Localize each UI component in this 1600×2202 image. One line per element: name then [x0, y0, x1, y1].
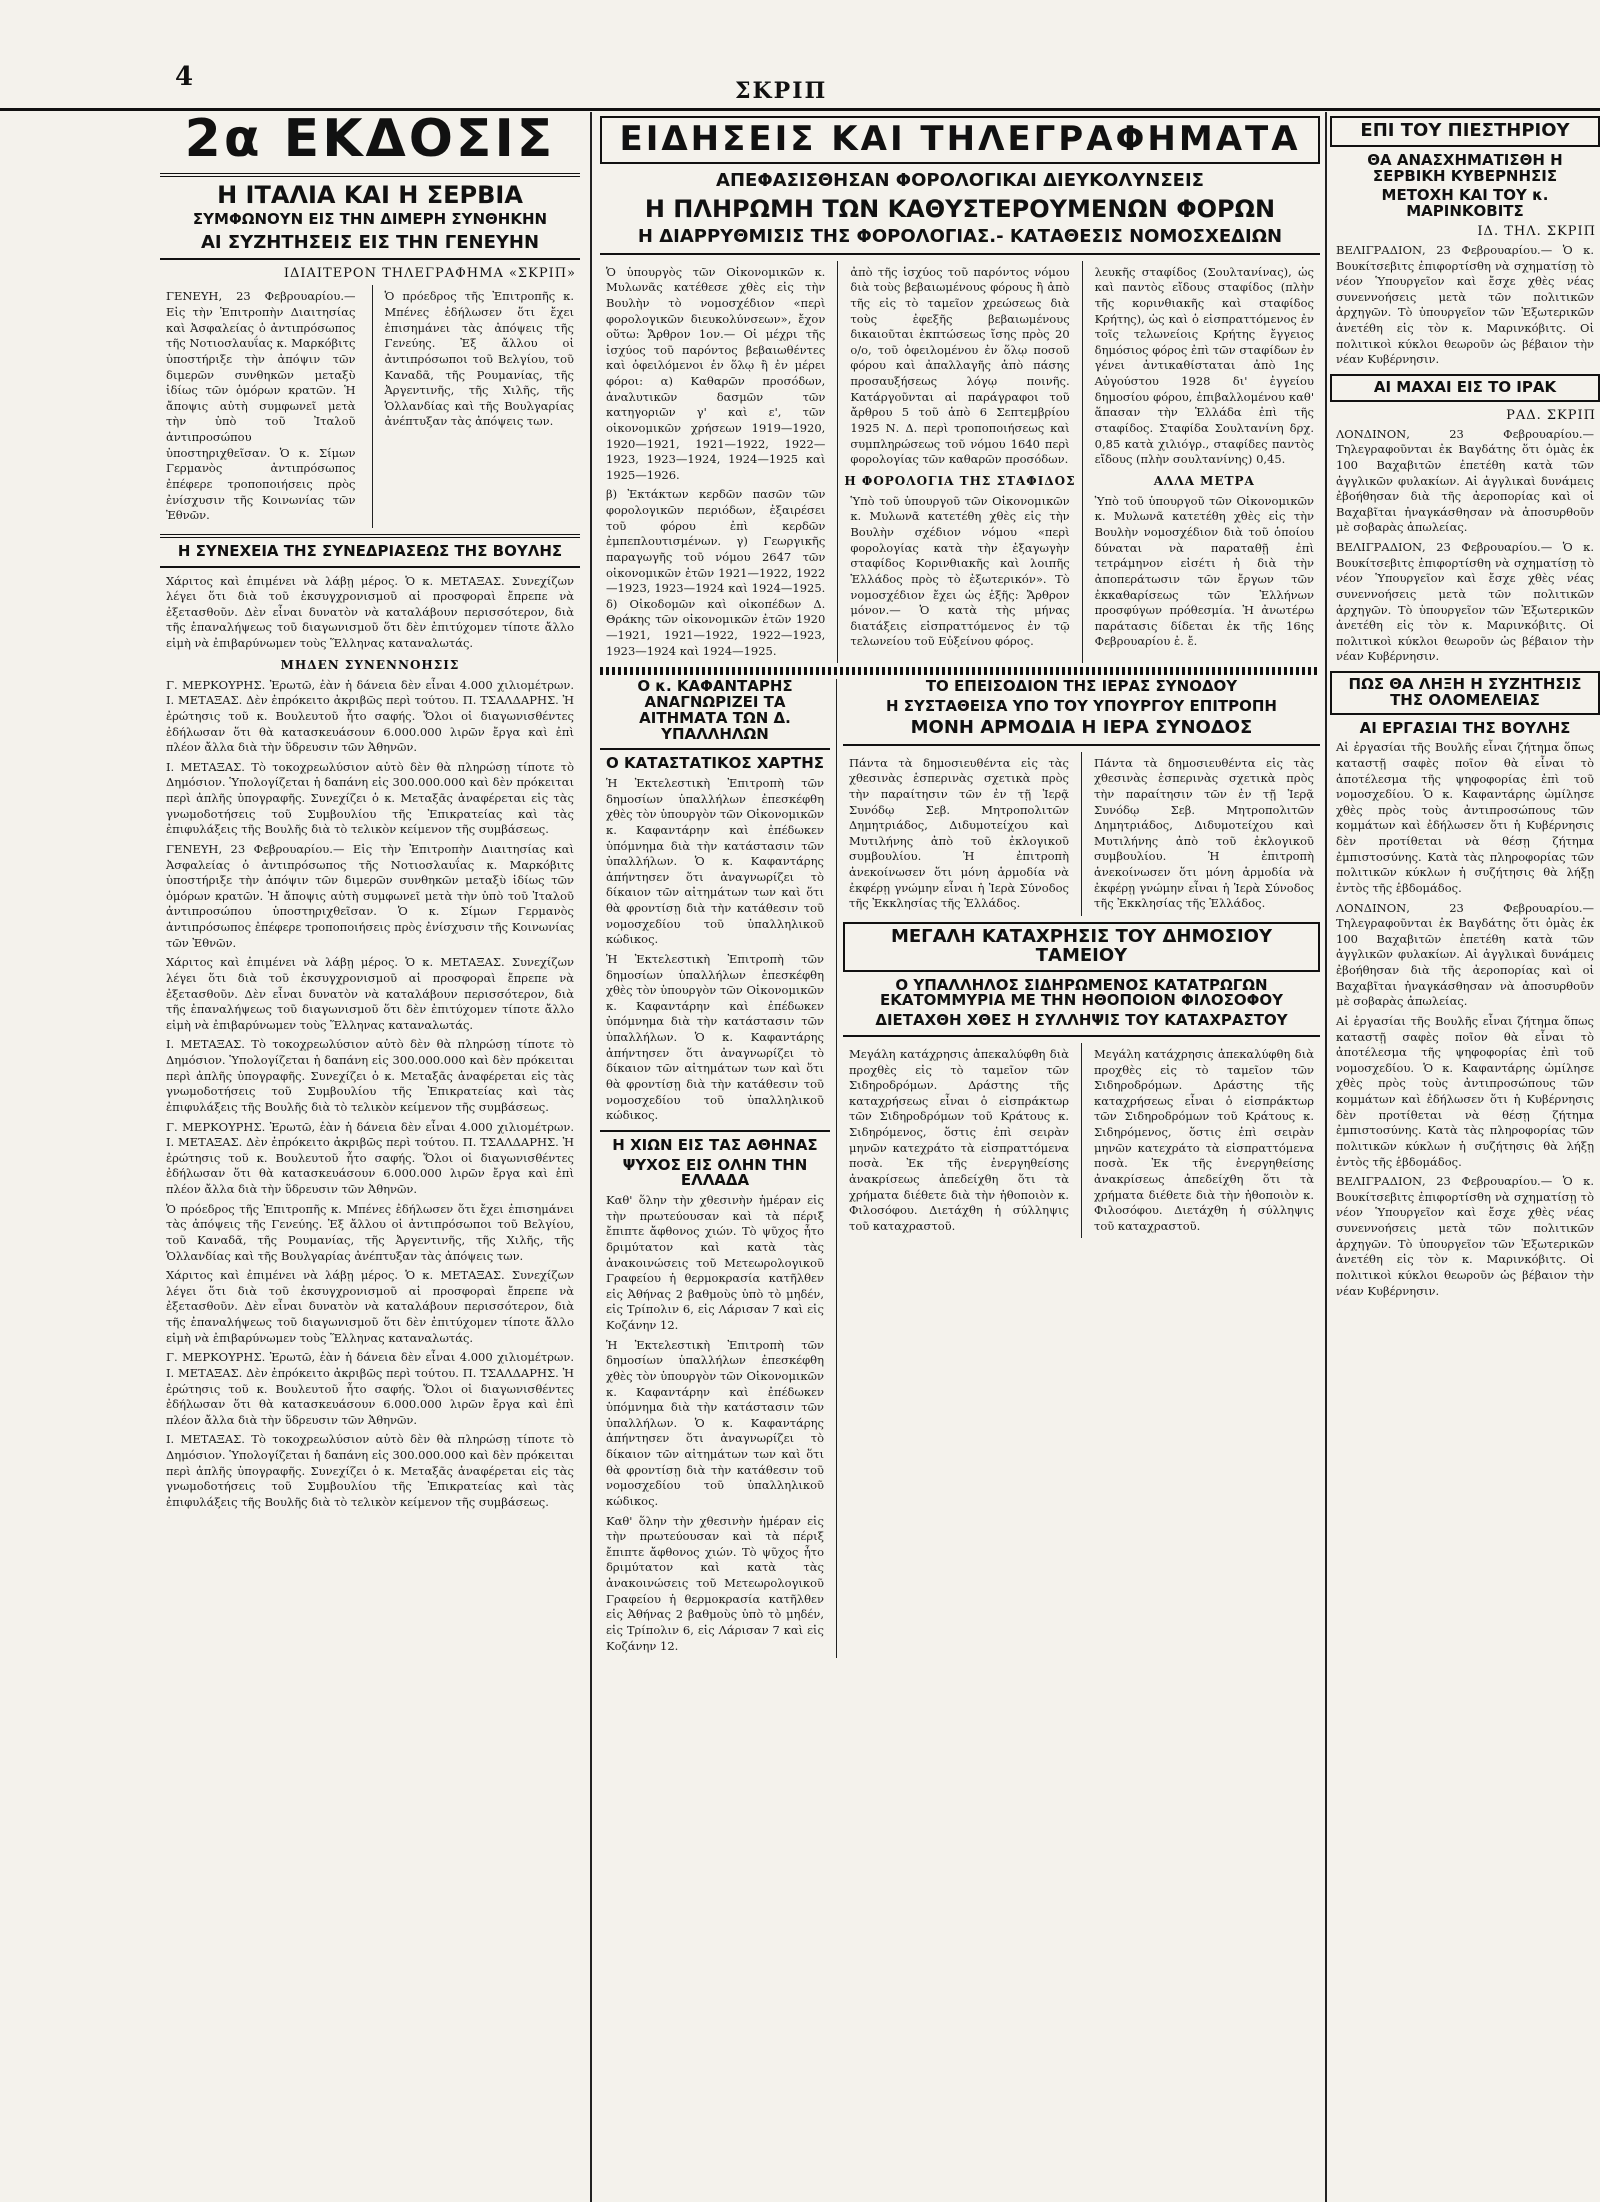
dateline: ΙΔΙΑΙΤΕΡΟΝ ΤΗΛΕΓΡΑΦΗΜΑ «ΣΚΡΙΠ» [283, 266, 576, 282]
article-text: Μεγάλη κατάχρησις ἀπεκαλύφθη διὰ προχθὲς εἰς τὸ ταμεῖον τῶν Σιδηροδρόμων. Δράστης τῆς καταχρήσεως εἶναι ὁ εἰσπράκτωρ τῶν Σιδηροδρόμων τοῦ Κράτους κ. Σιδηρόμενος, ὅστις ἐπὶ σειρὰν μηνῶν κατεχράτο τὰ εἰσπραττόμενα ποσὰ. Ἐκ τῆς ἐνεργηθείσης ἀνακρίσεως ἀπεδείχθη ὅτι τὰ χρήματα διέθετε διὰ τὴν ἠθοποιὸν κ. Φιλοσόφου. Διετάχθη ἡ σύλληψις τοῦ καταχραστοῦ. [849, 1046, 1069, 1233]
headline-snow: Η ΧΙΩΝ ΕΙΣ ΤΑΣ ΑΘΗΝΑΣ [612, 1135, 818, 1154]
subheadline-cold: ΨΥΧΟΣ ΕΙΣ ΟΛΗΝ ΤΗΝ ΕΛΛΑΔΑ [622, 1155, 808, 1190]
news-banner: ΕΙΔΗΣΕΙΣ ΚΑΙ ΤΗΛΕΓΡΑΦΗΜΑΤΑ [619, 119, 1301, 159]
article-text: ΓΕΝΕΥΗ, 23 Φεβρουαρίου.— Εἰς τὴν Ἐπιτροπὴν Διαιτησίας καὶ Ἀσφαλείας ὁ ἀντιπρόσωπος τῆς Νοτιοσλαυΐας κ. Μαρκόβιτς ὑποστήριξε τὴν ἀπόψιν τῶν διμερῶν συνθηκῶν μεταξὺ ἰδίως τῶν ὁμόρων κρατῶν. Ἡ ἄποψις αὐτὴ συμφωνεῖ μετὰ τὴν ὑπὸ τοῦ Ἰταλοῦ ἀντιπροσώπου ὑποστηριχθεῖσαν. Ὁ κ. Σίμων Γερμανὸς ἀντιπρόσωπος ἐπέφερε τροποποιήσεις πρὸς ἐνίσχυσιν τῆς Κοινωνίας τῶν Ἐθνῶν. [166, 841, 574, 950]
article-text: Ὑπὸ τοῦ ὑπουργοῦ τῶν Οἰκονομικῶν κ. Μυλωνᾶ κατετέθη χθὲς εἰς τὴν Βουλὴν σχέδιον νόμου «περὶ φορολογίας κατὰ τὴν ἐξαγωγὴν σταφίδος Κορινθιακῆς καὶ λοιπῆς Ἑλλάδος πρὸς τὸ ἐξωτερικόν». Τὸ νομοσχέδιον ἔχει ὡς ἑξῆς: Ἄρθρον μόνον.— Ὁ κατὰ τὴς μήνας διατάξεις εἰσπραττόμενος ἐν τῷ τελωνείου τοῦ Εὐξείνου φόρος. [850, 493, 1070, 649]
article-text: Γ. ΜΕΡΚΟΥΡΗΣ. Ἐρωτῶ, ἐὰν ἡ δάνεια δὲν εἶναι 4.000 χιλιομέτρων. Ι. ΜΕΤΑΞΑΣ. Δὲν ἐπρόκειτο ἀκριβῶς περὶ τούτου. Π. ΤΣΑΛΔΑΡΗΣ. Ἡ ἐρώτησις τοῦ κ. Βουλευτοῦ ἦτο σαφής. Ὅλοι οἱ διαγωνισθέντες ἐδήλωσαν ὅτι θὰ κατασκευάσουν 6.000.000 λιρῶν ἔργα καὶ ἐπὶ πλέον ἄλλα διὰ τὴν ὕδρευσιν τῶν Ἀθηνῶν. [166, 1119, 574, 1197]
article-text: Αἱ ἐργασίαι τῆς Βουλῆς εἶναι ζήτημα ὅπως καταστῇ σαφὲς ποῖον θὰ εἶναι τὸ ἀποτέλεσμα τῆς ψηφοφορίας ἐπὶ τοῦ νομοσχεδίου. Ὁ κ. Καφαντάρης ὡμίλησε χθὲς πρὸς τοὺς ἀντιπροσώπους τῶν κομμάτων καὶ ἐδήλωσεν ὅτι ἡ Κυβέρνησις δὲν προτίθεται νὰ θέσῃ ζήτημα ἐμπιστοσύνης. Κατὰ τὰς πληροφορίας τῶν πολιτικῶν κύκλων ἡ συζήτησις θὰ λήξῃ ἐντὸς τῆς ἑβδομάδος. [1336, 740, 1594, 895]
article-text: Ὁ πρόεδρος τῆς Ἐπιτροπῆς κ. Μπένες ἐδήλωσεν ὅτι ἔχει ἐπισημάνει τὰς ἀπόψεις τῆς Γενεύης. Ἐξ ἄλλου οἱ ἀντιπρόσωποι τοῦ Βελγίου, τοῦ Καναδᾶ, τῆς Ρουμανίας, τῆς Ἀργεντινῆς, τῆς Χιλῆς, τῆς Ὁλλανδίας καὶ τῆς Βουλγαρίας ἀνέπτυξαν τὰς ἀπόψεις των. [166, 1201, 574, 1263]
rule [843, 1035, 1320, 1037]
article-text: Πάντα τὰ δημοσιευθέντα εἰς τὰς χθεσινὰς ἑσπερινὰς σχετικὰ πρὸς τὴν παραίτησιν τῶν ἐν τῇ Ἱερᾷ Συνόδῳ Σεβ. Μητροπολιτῶν Δημητριάδος, Διδυμοτείχου καὶ Μυτιλήνης ἀπὸ τοῦ ἐκλογικοῦ συμβουλίου. Ἡ ἐπιτροπὴ ἀνεκοίνωσεν ὅτι μόνη ἁρμοδία νὰ ἐκφέρῃ γνώμην εἶναι ἡ Ἱερὰ Σύνοδος τῆς Ἐκκλησίας τῆς Ἑλλάδος. [849, 755, 1069, 911]
edition-title: 2α ΕΚΔΟΣΙΣ [184, 112, 556, 169]
article-text: ΛΟΝΔΙΝΟΝ, 23 Φεβρουαρίου.— Τηλεγραφοῦνται ἐκ Βαγδάτης ὅτι ὁμὰς ἐκ 100 Βαχαβιτῶν ἐπετέθη κατὰ τῶν ἀγγλικῶν φυλακίων. Αἱ ἀγγλικαὶ δυνάμεις ἐβοήθησαν διὰ τῆς ἀεροπορίας καὶ οἱ Βαχαβῖται ἠναγκάσθησαν νὰ ἀποσυρθοῦν μὲ σοβαρὰς ἀπωλείας. [1336, 426, 1594, 535]
article-text: Ἡ Ἐκτελεστικὴ Ἐπιτροπὴ τῶν δημοσίων ὑπαλλήλων ἐπεσκέφθη χθὲς τὸν ὑπουργὸν τῶν Οἰκονομικῶν κ. Καφαντάρην καὶ ἐπέδωκεν ὑπόμνημα διὰ τὴν κατάστασιν τῶν ὑπαλλήλων. Ὁ κ. Καφαντάρης ἀπήντησεν ὅτι ἀναγνωρίζει τὸ δίκαιον τῶν αἰτημάτων των καὶ ὅτι θὰ φροντίσῃ διὰ τὴν κατάθεσιν τοῦ νομοσχεδίου τοῦ ὑπαλληλικοῦ κώδικος. [606, 951, 824, 1123]
banner-box [600, 116, 1320, 164]
article-text: Ὁ πρόεδρος τῆς Ἐπιτροπῆς κ. Μπένες ἐδήλωσεν ὅτι ἔχει ἐπισημάνει τὰς ἀπόψεις τῆς Γενεύης. Ἐξ ἄλλου οἱ ἀντιπρόσωποι τοῦ Βελγίου, τοῦ Καναδᾶ, τῆς Ρουμανίας, τῆς Ἀργεντινῆς, τῆς Χιλῆς, τῆς Ὁλλανδίας καὶ τῆς Βουλγαρίας ἀνέπτυξαν τὰς ἀπόψεις των. [384, 289, 574, 429]
headline-debate: ΠΩΣ ΘΑ ΛΗΞΗ Η ΣΥΖΗΤΗΣΙΣ ΤΗΣ ΟΛΟΜΕΛΕΙΑΣ [1348, 675, 1582, 709]
page-number: 4 [175, 62, 194, 92]
article-text: Καθ' ὅλην τὴν χθεσινὴν ἡμέραν εἰς τὴν πρωτεύουσαν καὶ τὰ πέριξ ἔπιπτε ἄφθονος χιών. Τὸ ψῦχος ἦτο δριμύτατον καὶ κατὰ τὰς ἀνακοινώσεις τοῦ Μετεωρολογικοῦ Γραφείου ἡ θερμοκρασία κατῆλθεν εἰς Ἀθήνας 2 βαθμοὺς ὑπὸ τὸ μηδέν, εἰς Τρίπολιν 6, εἰς Λάρισαν 7 καὶ εἰς Κοζάνην 12. [606, 1513, 824, 1653]
rule [160, 566, 580, 568]
article-text: ΛΟΝΔΙΝΟΝ, 23 Φεβρουαρίου.— Τηλεγραφοῦνται ἐκ Βαγδάτης ὅτι ὁμὰς ἐκ 100 Βαχαβιτῶν ἐπετέθη κατὰ τῶν ἀγγλικῶν φυλακίων. Αἱ ἀγγλικαὶ δυνάμεις ἐβοήθησαν διὰ τῆς ἀεροπορίας καὶ οἱ Βαχαβῖται ἠναγκάσθησαν νὰ ἀποσυρθοῦν μὲ σοβαρὰς ἀπωλείας. [1336, 900, 1594, 1009]
rule [600, 748, 830, 750]
ornament-rule [600, 667, 1320, 675]
article-text: β) Ἐκτάκτων κερδῶν πασῶν τῶν φορολογικῶν περιόδων, ἐξαιρέσει τοῦ φόρου ἐπὶ κερδῶν ἐμπεπλουτισμένων. γ) Γεωργικῆς παραγωγῆς τοῦ νόμου 2647 τῶν οἰκονομικῶν ἐτῶν 1921—1922, 1922—1923, 1923—1924 καὶ 1924—1925. δ) Οἰκοδομῶν καὶ οἰκοπέδων Δ. Θράκης τῶν οἰκονομικῶν ἐτῶν 1920—1921, 1921—1922, 1922—1923, 1923—1924 καὶ 1924—1925. [606, 487, 826, 658]
top-rule [0, 108, 1600, 111]
article-text: Γ. ΜΕΡΚΟΥΡΗΣ. Ἐρωτῶ, ἐὰν ἡ δάνεια δὲν εἶναι 4.000 χιλιομέτρων. Ι. ΜΕΤΑΞΑΣ. Δὲν ἐπρόκειτο ἀκριβῶς περὶ τούτου. Π. ΤΣΑΛΔΑΡΗΣ. Ἡ ἐρώτησις τοῦ κ. Βουλευτοῦ ἦτο σαφής. Ὅλοι οἱ διαγωνισθέντες ἐδήλωσαν ὅτι θὰ κατασκευάσουν 6.000.000 λιρῶν ἔργα καὶ ἐπὶ πλέον ἄλλα διὰ τὴν ὕδρευσιν τῶν Ἀθηνῶν. [166, 677, 574, 755]
article-text: Μεγάλη κατάχρησις ἀπεκαλύφθη διὰ προχθὲς εἰς τὸ ταμεῖον τῶν Σιδηροδρόμων. Δράστης τῆς καταχρήσεως εἶναι ὁ εἰσπράκτωρ τῶν Σιδηροδρόμων τοῦ Κράτους κ. Σιδηρόμενος, ὅστις ἐπὶ σειρὰν μηνῶν κατεχράτο τὰ εἰσπραττόμενα ποσὰ. Ἐκ τῆς ἐνεργηθείσης ἀνακρίσεως ἀπεδείχθη ὅτι τὰ χρήματα διέθετε διὰ τὴν ἠθοποιὸν κ. Φιλοσόφου. Διετάχθη ἡ σύλληψις τοῦ καταχραστοῦ. [1094, 1046, 1314, 1233]
subheadline-arrest: ΔΙΕΤΑΧΘΗ ΧΘΕΣ Η ΣΥΛΛΗΨΙΣ ΤΟΥ ΚΑΤΑΧΡΑΣΤΟΥ [875, 1011, 1288, 1030]
left-column [160, 112, 580, 1515]
article-text: ἀπὸ τῆς ἰσχύος τοῦ παρόντος νόμου διὰ τοὺς βεβαιωμένους φόρους ἢ ἀπὸ τῆς εἰς τὸ ταμεῖον χρεώσεως διὰ τοὺς ἐφεξῆς βεβαιωμένους δικαιοῦται ἐκπτώσεως ἴσης πρὸς 20 ο/ο, τοῦ ὀφειλομένου ἐν ὅλῳ ποσοῦ φόρου καὶ ἀπαλλαγῆς ἀπὸ πάσης προσαυξήσεως λόγῳ ποινῆς. Κατάργοῦνται αἱ παράγραφοι τοῦ ἄρθρου 5 τοῦ ἀπὸ 6 Σεπτεμβρίου 1925 Ν. Δ. περὶ τροποποιήσεως καὶ συμπληρώσεως τοῦ νόμου 1640 περὶ φορολογίας τῶν καθαρῶν προσόδων. [850, 264, 1070, 467]
subheadline-parliament: ΑΙ ΕΡΓΑΣΙΑΙ ΤΗΣ ΒΟΥΛΗΣ [1359, 718, 1571, 737]
headline-press: ΕΠΙ ΤΟΥ ΠΙΕΣΤΗΡΙΟΥ [1360, 120, 1570, 141]
dateline: ΡΑΔ. ΣΚΡΙΠ [1506, 407, 1596, 423]
headline-kafantaris: Ο κ. ΚΑΦΑΝΤΑΡΗΣ ΑΝΑΓΝΩΡΙΖΕΙ ΤΑ ΑΙΤΗΜΑΤΑ ΤΩΝ Δ. ΥΠΑΛΛΗΛΩΝ [637, 677, 793, 743]
subhead: ΑΛΛΑ ΜΕΤΡΑ [1153, 473, 1255, 488]
headline-serbian-gov: ΘΑ ΑΝΑΣΧΗΜΑΤΙΣΘΗ Η ΣΕΡΒΙΚΗ ΚΥΒΕΡΝΗΣΙΣ [1367, 150, 1563, 185]
article-text: Ι. ΜΕΤΑΞΑΣ. Τὸ τοκοχρεωλύσιον αὐτὸ δὲν θὰ πληρώσῃ τίποτε τὸ Δημόσιον. Ὑπολογίζεται ἡ δαπάνη εἰς 300.000.000 καὶ δὲν πρόκειται περὶ ἀπλῆς ὑπογραφῆς. Συνεχίζει ὁ κ. Μεταξᾶς ἀναφέρεται εἰς τὰς γνωμοδοτήσεις τοῦ Συμβουλίου τῆς Ἐπικρατείας καὶ τὰς ἐπιφυλάξεις τῆς Βουλῆς διὰ τὸ τελικὸν κείμενον τῆς συμβάσεως. [166, 1432, 574, 1509]
headline-italy-serbia: Η ΙΤΑΛΙΑ ΚΑΙ Η ΣΕΡΒΙΑ [217, 180, 523, 209]
article-text: λευκῆς σταφίδος (Σουλτανίνας), ὡς καὶ παντὸς εἴδους σταφίδος (πλὴν τῆς κορινθιακῆς καὶ σταφίδος Κρήτης), ὡς καὶ ὁ εἰσπραττόμενος ἐν τοῖς τελωνείοις Κρήτης ἔγγειος δημόσιος φόρος ἐπὶ τῶν σταφίδων ἐν γένει ἀντικαθίσταται ἀπὸ 1ης Αὐγούστου 1928 δι' ἐγγείου δημοσίου φόρου, ἐπιβαλλομένου καθ' ἅπασαν τὴν Ἑλλάδα ἐπὶ τῆς σταφίδος. Σταφίδα Σουλτανίνη δρχ. 0,85 κατὰ χιλιόγρ., σταφίδες παντὸς εἴδους (πλὴν σουλτανίνης) 0,45. [1094, 264, 1314, 467]
article-text: Ὁ ὑπουργὸς τῶν Οἰκονομικῶν κ. Μυλωνᾶς κατέθεσε χθὲς εἰς τὴν Βουλὴν τὸ νομοσχέδιον «περὶ φορολογικῶν διευκολύνσεων», ἔχον οὕτω: Ἄρθρον 1ον.— Οἱ μέχρι τῆς ἰσχύος τοῦ παρόντος βεβαιωθέντες καὶ ὀφειλόμενοι ἐν ὅλῳ ἢ ἐν μέρει φόροι: α) Καθαρῶν προσόδων, ἀναλυτικῶν δασμῶν τῶν κατηγοριῶν γ' καὶ ε', τῶν οἰκονομικῶν χρήσεων 1919—1920, 1920—1921, 1921—1922, 1922—1923, 1923—1924, 1924—1925 καὶ 1925—1926. [606, 264, 826, 482]
article-text: Ι. ΜΕΤΑΞΑΣ. Τὸ τοκοχρεωλύσιον αὐτὸ δὲν θὰ πληρώσῃ τίποτε τὸ Δημόσιον. Ὑπολογίζεται ἡ δαπάνη εἰς 300.000.000 καὶ δὲν πρόκειται περὶ ἀπλῆς ὑπογραφῆς. Συνεχίζει ὁ κ. Μεταξᾶς ἀναφέρεται εἰς τὰς γνωμοδοτήσεις τοῦ Συμβουλίου τῆς Ἐπικρατείας καὶ τὰς ἐπιφυλάξεις τῆς Βουλῆς διὰ τὸ τελικὸν κείμενον τῆς συμβάσεως. [166, 1037, 574, 1114]
article-text: ΒΕΛΙΓΡΑΔΙΟΝ, 23 Φεβρουαρίου.— Ὁ κ. Βουκίτσεβιτς ἐπιφορτίσθη νὰ σχηματίσῃ τὸ νέον Ὑπουργεῖον καὶ ἔσχε χθὲς νέας συνεννοήσεις μετὰ τῶν πολιτικῶν ἀρχηγῶν. Τὸ ὑπουργεῖον τῶν Ἐξωτερικῶν ἀνετέθη εἰς τὸν κ. Μαρινκόβιτς. Οἱ πολιτικοὶ κύκλοι θεωροῦν ὡς βέβαιον τὴν νέαν Κυβέρνησιν. [1336, 540, 1594, 664]
subheadline-synod: ΜΟΝΗ ΑΡΜΟΔΙΑ Η ΙΕΡΑ ΣΥΝΟΔΟΣ [910, 716, 1253, 738]
article-text: Καθ' ὅλην τὴν χθεσινὴν ἡμέραν εἰς τὴν πρωτεύουσαν καὶ τὰ πέριξ ἔπιπτε ἄφθονος χιών. Τὸ ψῦχος ἦτο δριμύτατον καὶ κατὰ τὰς ἀνακοινώσεις τοῦ Μετεωρολογικοῦ Γραφείου ἡ θερμοκρασία κατῆλθεν εἰς Ἀθήνας 2 βαθμοὺς ὑπὸ τὸ μηδέν, εἰς Τρίπολιν 6, εἰς Λάρισαν 7 καὶ εἰς Κοζάνην 12. [606, 1193, 824, 1333]
subheadline-geneva: ΑΙ ΣΥΖΗΤΗΣΕΙΣ ΕΙΣ ΤΗΝ ΓΕΝΕΥΗΝ [200, 231, 540, 253]
headline-box [843, 922, 1320, 972]
subheadline-treaty: ΣΥΜΦΩΝΟΥΝ ΕΙΣ ΤΗΝ ΔΙΜΕΡΗ ΣΥΝΘΗΚΗΝ [192, 209, 548, 228]
article-text: Πάντα τὰ δημοσιευθέντα εἰς τὰς χθεσινὰς ἑσπερινὰς σχετικὰ πρὸς τὴν παραίτησιν τῶν ἐν τῇ Ἱερᾷ Συνόδῳ Σεβ. Μητροπολιτῶν Δημητριάδος, Διδυμοτείχου καὶ Μυτιλήνης ἀπὸ τοῦ ἐκλογικοῦ συμβουλίου. Ἡ ἐπιτροπὴ ἀνεκοίνωσεν ὅτι μόνη ἁρμοδία νὰ ἐκφέρῃ γνώμην εἶναι ἡ Ἱερὰ Σύνοδος τῆς Ἐκκλησίας τῆς Ἑλλάδος. [1094, 755, 1314, 911]
headline-box [1330, 671, 1600, 715]
subhead: Η ΦΟΡΟΛΟΓΙΑ ΤΗΣ ΣΤΑΦΙΔΟΣ [844, 473, 1076, 488]
subheadline-marinkovic: ΜΕΤΟΧΗ ΚΑΙ ΤΟΥ κ. ΜΑΡΙΝΚΟΒΙΤΣ [1381, 186, 1549, 221]
rule [600, 253, 1320, 255]
headline-overdue-taxes: Η ΠΛΗΡΩΜΗ ΤΩΝ ΚΑΘΥΣΤΕΡΟΥΜΕΝΩΝ ΦΟΡΩΝ [644, 194, 1276, 223]
headline-box [1330, 374, 1600, 402]
headline-synod-incident: ΤΟ ΕΠΕΙΣΟΔΙΟΝ ΤΗΣ ΙΕΡΑΣ ΣΥΝΟΔΟΥ [925, 677, 1238, 696]
subheadline-clerk: Ο ΥΠΑΛΛΗΛΟΣ ΣΙΔΗΡΩΜΕΝΟΣ ΚΑΤΑΤΡΩΓΩΝ ΕΚΑΤΟΜΜΥΡΙΑ ΜΕ ΤΗΝ ΗΘΟΠΟΙΟΝ ΦΙΛΟΣΟΦΟΥ [879, 975, 1284, 1010]
article-text: ΒΕΛΙΓΡΑΔΙΟΝ, 23 Φεβρουαρίου.— Ὁ κ. Βουκίτσεβιτς ἐπιφορτίσθη νὰ σχηματίσῃ τὸ νέον Ὑπουργεῖον καὶ ἔσχε χθὲς νέας συνεννοήσεις μετὰ τῶν πολιτικῶν ἀρχηγῶν. Τὸ ὑπουργεῖον τῶν Ἐξωτερικῶν ἀνετέθη εἰς τὸν κ. Μαρινκόβιτς. Οἱ πολιτικοὶ κύκλοι θεωροῦν ὡς βέβαιον τὴν νέαν Κυβέρνησιν. [1336, 1174, 1594, 1298]
section-parliament: Η ΣΥΝΕΧΕΙΑ ΤΗΣ ΣΥΝΕΔΡΙΑΣΕΩΣ ΤΗΣ ΒΟΥΛΗΣ [177, 541, 563, 560]
headline-iraq: ΑΙ ΜΑΧΑΙ ΕΙΣ ΤΟ ΙΡΑΚ [1373, 377, 1557, 396]
subheadline-charter: Ο ΚΑΤΑΣΤΑΤΙΚΟΣ ΧΑΡΤΗΣ [606, 754, 824, 773]
article-text: ΓΕΝΕΥΗ, 23 Φεβρουαρίου.— Εἰς τὴν Ἐπιτροπὴν Διαιτησίας καὶ Ἀσφαλείας ὁ ἀντιπρόσωπος τῆς Νοτιοσλαυΐας κ. Μαρκόβιτς ὑποστήριξε τὴν ἀπόψιν τῶν διμερῶν συνθηκῶν μεταξὺ ἰδίως τῶν ὁμόρων κρατῶν. Ἡ ἄποψις αὐτὴ συμφωνεῖ μετὰ τὴν ὑπὸ τοῦ Ἰταλοῦ ἀντιπροσώπου ὑποστηριχθεῖσαν. Ὁ κ. Σίμων Γερμανὸς ἀντιπρόσωπος ἐπέφερε τροποποιήσεις πρὸς ἐνίσχυσιν τῆς Κοινωνίας τῶν Ἐθνῶν. [166, 289, 356, 523]
rule [160, 534, 580, 538]
right-column [1330, 112, 1600, 1303]
article-text: Χάριτος καὶ ἐπιμένει νὰ λάβῃ μέρος. Ὁ κ. ΜΕΤΑΞΑΣ. Συνεχίζων λέγει ὅτι διὰ τοῦ ἐκσυγχρονισμοῦ αἱ προσφοραὶ ἔπρεπε νὰ ἐξετασθοῦν. Δὲν εἶναι δυνατὸν νὰ καταλάβουν περισσότερον, διὰ τῆς ἐπαναλήψεως τοῦ διαγωνισμοῦ ὅτι δὲν ἐπιτύχομεν τίποτε ἄλλο εἰμὴ νὰ ἐπιβαρύνωμεν τοὺς Ἕλληνας καταναλωτάς. [166, 955, 574, 1032]
subheadline-committee: Η ΣΥΣΤΑΘΕΙΣΑ ΥΠΟ ΤΟΥ ΥΠΟΥΡΓΟΥ ΕΠΙΤΡΟΠΗ [886, 697, 1277, 716]
article-text: Γ. ΜΕΡΚΟΥΡΗΣ. Ἐρωτῶ, ἐὰν ἡ δάνεια δὲν εἶναι 4.000 χιλιομέτρων. Ι. ΜΕΤΑΞΑΣ. Δὲν ἐπρόκειτο ἀκριβῶς περὶ τούτου. Π. ΤΣΑΛΔΑΡΗΣ. Ἡ ἐρώτησις τοῦ κ. Βουλευτοῦ ἦτο σαφής. Ὅλοι οἱ διαγωνισθέντες ἐδήλωσαν ὅτι θὰ κατασκευάσουν 6.000.000 λιρῶν ἔργα καὶ ἐπὶ πλέον ἄλλα διὰ τὴν ὕδρευσιν τῶν Ἀθηνῶν. [166, 1350, 574, 1427]
article-text: Ὑπὸ τοῦ ὑπουργοῦ τῶν Οἰκονομικῶν κ. Μυλωνᾶ κατετέθη χθὲς εἰς τὴν Βουλὴν νομοσχέδιον διὰ τοῦ ὁποίου δύναται νὰ παραταθῇ ἐπὶ τετράμηνον εἰσέτι ἡ διὰ τὴν ἀποπεράτωσιν τῶν ἔργων τῶν ἐκκαθαρίσεως τῶν Ἑλλήνων προσφύγων πρόθεσμία. Ἡ ἀνωτέρω παράτασις δίδεται ἐκ τῆς 16ης Φεβρουαρίου ἐ. ἔ. [1094, 493, 1314, 649]
article-text: Χάριτος καὶ ἐπιμένει νὰ λάβῃ μέρος. Ὁ κ. ΜΕΤΑΞΑΣ. Συνεχίζων λέγει ὅτι διὰ τοῦ ἐκσυγχρονισμοῦ αἱ προσφοραὶ ἔπρεπε νὰ ἐξετασθοῦν. Δὲν εἶναι δυνατὸν νὰ καταλάβουν περισσότερον, διὰ τῆς ἐπαναλήψεως τοῦ διαγωνισμοῦ ὅτι δὲν ἐπιτύχομεν τίποτε ἄλλο εἰμὴ νὰ ἐπιβαρύνωμεν τοὺς Ἕλληνας καταναλωτάς. [166, 1268, 574, 1345]
column-divider [590, 112, 592, 2202]
article-text: Ἡ Ἐκτελεστικὴ Ἐπιτροπὴ τῶν δημοσίων ὑπαλλήλων ἐπεσκέφθη χθὲς τὸν ὑπουργὸν τῶν Οἰκονομικῶν κ. Καφαντάρην καὶ ἐπέδωκεν ὑπόμνημα διὰ τὴν κατάστασιν τῶν ὑπαλλήλων. Ὁ κ. Καφαντάρης ἀπήντησεν ὅτι ἀναγνωρίζει τὸ δίκαιον τῶν αἰτημάτων των καὶ ὅτι θὰ φροντίσῃ διὰ τὴν κατάθεσιν τοῦ νομοσχεδίου τοῦ ὑπαλληλικοῦ κώδικος. [606, 1337, 824, 1508]
subhead: ΜΗΔΕΝ ΣΥΝΕΝΝΟΗΣΙΣ [280, 657, 460, 672]
headline-tax-relief: ΑΠΕΦΑΣΙΣΘΗΣΑΝ ΦΟΡΟΛΟΓΙΚΑΙ ΔΙΕΥΚΟΛΥΝΣΕΙΣ [716, 169, 1204, 191]
rule [600, 1130, 830, 1132]
dateline: ΙΔ. ΤΗΛ. ΣΚΡΙΠ [1477, 223, 1596, 239]
headline-box [1330, 116, 1600, 147]
rule [160, 258, 580, 260]
article-text: Ι. ΜΕΤΑΞΑΣ. Τὸ τοκοχρεωλύσιον αὐτὸ δὲν θὰ πληρώσῃ τίποτε τὸ Δημόσιον. Ὑπολογίζεται ἡ δαπάνη εἰς 300.000.000 καὶ δὲν πρόκειται περὶ ἀπλῆς ὑπογραφῆς. Συνεχίζει ὁ κ. Μεταξᾶς ἀναφέρεται εἰς τὰς γνωμοδοτήσεις τοῦ Συμβουλίου τῆς Ἐπικρατείας καὶ τὰς ἐπιφυλάξεις τῆς Βουλῆς διὰ τὸ τελικὸν κείμενον τῆς συμβάσεως. [166, 759, 574, 837]
column-divider [1325, 112, 1327, 2202]
rule [160, 173, 580, 177]
center-column [600, 112, 1320, 1658]
article-text: ΒΕΛΙΓΡΑΔΙΟΝ, 23 Φεβρουαρίου.— Ὁ κ. Βουκίτσεβιτς ἐπιφορτίσθη νὰ σχηματίσῃ τὸ νέον Ὑπουργεῖον καὶ ἔσχε χθὲς νέας συνεννοήσεις μετὰ τῶν πολιτικῶν ἀρχηγῶν. Τὸ ὑπουργεῖον τῶν Ἐξωτερικῶν ἀνετέθη εἰς τὸν κ. Μαρινκόβιτς. Οἱ πολιτικοὶ κύκλοι θεωροῦν ὡς βέβαιον τὴν νέαν Κυβέρνησιν. [1336, 242, 1594, 367]
article-text: Χάριτος καὶ ἐπιμένει νὰ λάβῃ μέρος. Ὁ κ. ΜΕΤΑΞΑΣ. Συνεχίζων λέγει ὅτι διὰ τοῦ ἐκσυγχρονισμοῦ αἱ προσφοραὶ ἔπρεπε νὰ ἐξετασθοῦν. Δὲν εἶναι δυνατὸν νὰ καταλάβουν περισσότερον, διὰ τῆς ἐπαναλήψεως τοῦ διαγωνισμοῦ ὅτι δὲν ἐπιτύχομεν τίποτε ἄλλο εἰμὴ νὰ ἐπιβαρύνωμεν τοὺς Ἕλληνας καταναλωτάς. [166, 573, 574, 651]
headline-tax-reform: Η ΔΙΑΡΡΥΘΜΙΣΙΣ ΤΗΣ ΦΟΡΟΛΟΓΙΑΣ.- ΚΑΤΑΘΕΣΙΣ ΝΟΜΟΣΧΕΔΙΩΝ [637, 225, 1283, 247]
article-text: Ἡ Ἐκτελεστικὴ Ἐπιτροπὴ τῶν δημοσίων ὑπαλλήλων ἐπεσκέφθη χθὲς τὸν ὑπουργὸν τῶν Οἰκονομικῶν κ. Καφαντάρην καὶ ἐπέδωκεν ὑπόμνημα διὰ τὴν κατάστασιν τῶν ὑπαλλήλων. Ὁ κ. Καφαντάρης ἀπήντησεν ὅτι ἀναγνωρίζει τὸ δίκαιον τῶν αἰτημάτων των καὶ ὅτι θὰ φροντίσῃ διὰ τὴν κατάθεσιν τοῦ νομοσχεδίου τοῦ ὑπαλληλικοῦ κώδικος. [606, 776, 824, 947]
rule [843, 744, 1320, 746]
article-text: Αἱ ἐργασίαι τῆς Βουλῆς εἶναι ζήτημα ὅπως καταστῇ σαφὲς ποῖον θὰ εἶναι τὸ ἀποτέλεσμα τῆς ψηφοφορίας ἐπὶ τοῦ νομοσχεδίου. Ὁ κ. Καφαντάρης ὡμίλησε χθὲς πρὸς τοὺς ἀντιπροσώπους τῶν κομμάτων καὶ ἐδήλωσεν ὅτι ἡ Κυβέρνησις δὲν προτίθεται νὰ θέσῃ ζήτημα ἐμπιστοσύνης. Κατὰ τὰς πληροφορίας τῶν πολιτικῶν κύκλων ἡ συζήτησις θὰ λήξῃ ἐντὸς τῆς ἑβδομάδος. [1336, 1013, 1594, 1169]
masthead: ΣΚΡΙΠ [735, 78, 828, 104]
headline-treasury: ΜΕΓΑΛΗ ΚΑΤΑΧΡΗΣΙΣ ΤΟΥ ΔΗΜΟΣΙΟΥ ΤΑΜΕΙΟΥ [890, 925, 1273, 966]
